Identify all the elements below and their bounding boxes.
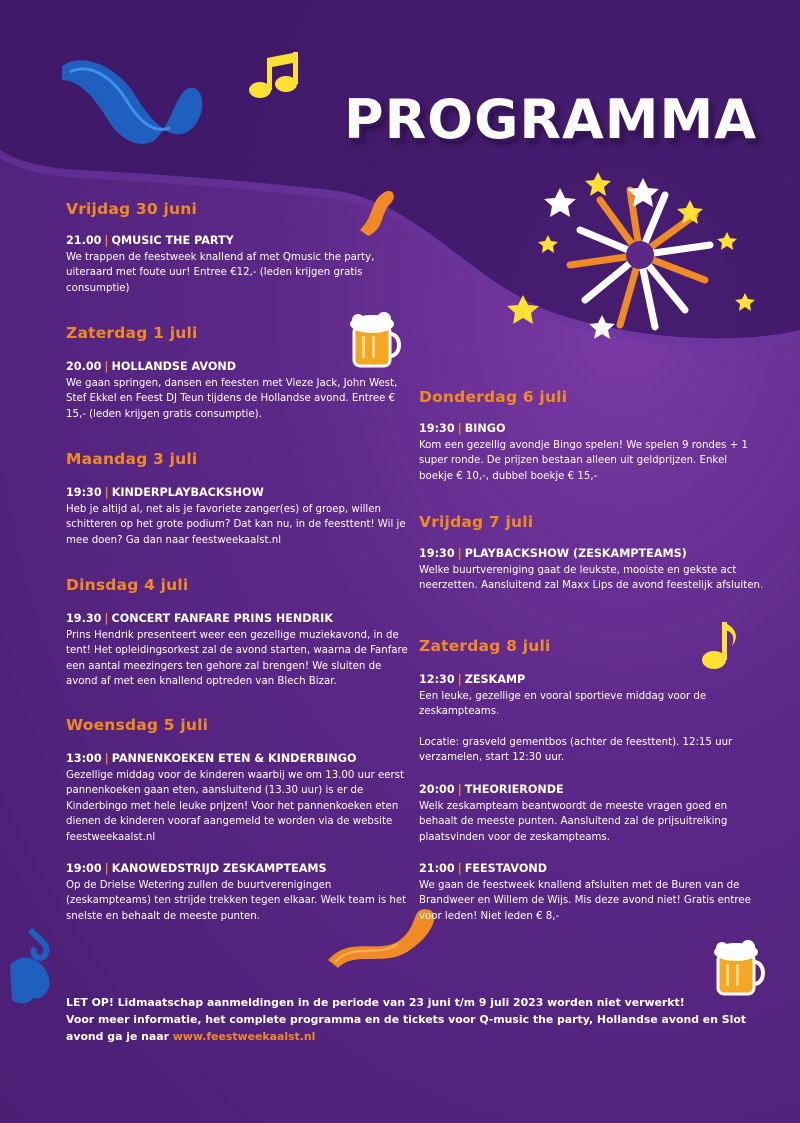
event-playbackshow: 19:30 | PLAYBACKSHOW (ZESKAMPTEAMS) Welke buurtvereniging gaat de leukste, mooiste en gekste act neerzetten. Aansluitend zal Maxx Lips de avond feestelijk afsluiten. (419, 546, 764, 594)
event-bingo: 19:30 | BINGO Kom een gezellig avondje Bingo spelen! We spelen 9 rondes + 1 super ronde. De prijzen bestaan alleen uit geldprijzen. Enkel boekje € 10,-, dubbel boekje € 15,- (419, 421, 764, 484)
event-description: Gezellige middag voor de kinderen waarbij we om 13.00 uur eerst pannenkoeken gaan eten, aansluitend (13.30 uur) is er de Kinderbingo met hele leuke prijzen! Voor het pannenkoeken eten dienen de kinderen vooraf aangemeld te worden via de website feestweekaalst.nl (66, 769, 404, 843)
day-heading-donderdag-6: Donderdag 6 juli (419, 388, 568, 406)
event-concert-fanfare: 19.30 | CONCERT FANFARE PRINS HENDRIK Prins Hendrik presenteert weer een gezellige muziekavond, in de tent! Het opleidingsorkest zal de avond starten, waarna de Fanfare een aantal meezingers ten gehore zal brengen! We sluiten de avond af met een knallend optreden van Blech Bizar. (66, 611, 411, 690)
event-name: PLAYBACKSHOW (ZESKAMPTEAMS) (464, 547, 687, 560)
event-time: 21.00 (66, 234, 102, 247)
day-heading-dinsdag-4: Dinsdag 4 juli (66, 576, 189, 594)
event-name: QMUSIC THE PARTY (111, 234, 234, 247)
footer-info (66, 1011, 756, 1045)
event-description: Een leuke, gezellige en vooral sportieve middag voor de zeskampteams. (419, 690, 707, 718)
footer-info-text: Voor meer informatie, het complete programma en de tickets voor Q-music the party, Hollandse avond en Slot avond ga je naar (66, 1013, 747, 1043)
event-name: CONCERT FANFARE PRINS HENDRIK (111, 612, 333, 625)
event-name: HOLLANDSE AVOND (111, 360, 237, 373)
event-time: 19:30 (66, 486, 102, 499)
event-time: 19.30 (66, 612, 102, 625)
day-heading-vrijdag-30: Vrijdag 30 juni (66, 200, 197, 218)
event-feestavond: 21:00 | FEESTAVOND We gaan de feestweek knallend afsluiten met de Buren van de Brandweer en Willem de Wijs. Mis deze avond niet! Gratis entree voor leden! Niet leden € 8,- (419, 861, 764, 924)
event-time: 13:00 (66, 752, 102, 765)
website-link[interactable]: www.feestweekaalst.nl (172, 1030, 316, 1043)
event-description: Prins Hendrik presenteert weer een gezellige muziekavond, in de tent! Het opleidingsorkest zal de avond starten, waarna de Fanfare een aantal meezingers ten gehore zal brengen! We sluiten de avond af met een knallend optreden van Blech Bizar. (66, 629, 408, 688)
event-time: 19:30 (419, 547, 455, 560)
event-description: Welke buurtvereniging gaat de leukste, mooiste en gekste act neerzetten. Aansluitend zal Maxx Lips de avond feestelijk afsluiten. (419, 564, 764, 592)
event-time: 20:00 (419, 783, 455, 796)
event-description: Kom een gezellig avondje Bingo spelen! We spelen 9 rondes + 1 super ronde. De prijzen bestaan alleen uit geldprijzen. Enkel boekje € 10,-, dubbel boekje € 15,- (419, 439, 748, 482)
event-description: We gaan springen, dansen en feesten met Vieze Jack, John West, Stef Ekkel en Feest DJ Teun tijdens de Hollandse avond. Entree € 15,- (leden krijgen gratis consumptie). (66, 377, 398, 420)
event-time: 20.00 (66, 360, 102, 373)
event-description: Heb je altijd al, net als je favoriete zanger(es) of groep, willen schitteren op het grote podium? Dat kan nu, in de feesttent! Wil je mee doen? Ga dan naar feestweekaalst.nl (66, 503, 406, 546)
event-description: We trappen de feestweek knallend af met Qmusic the party, uiteraard met foute uur! Entree €12,- (leden krijgen gratis consumptie) (66, 251, 375, 294)
event-name: BINGO (464, 422, 506, 435)
event-name: KINDERPLAYBACKSHOW (111, 486, 264, 499)
event-time: 19:30 (419, 422, 455, 435)
event-location: Locatie: grasveld gementbos (achter de feesttent). 12:15 uur verzamelen, start 12:30 uur. (419, 736, 733, 764)
footer-notice (66, 994, 756, 1045)
day-heading-zaterdag-8: Zaterdag 8 juli (419, 637, 551, 655)
page-title: PROGRAMMA (344, 88, 758, 151)
event-time: 12:30 (419, 673, 455, 686)
day-heading-vrijdag-7: Vrijdag 7 juli (419, 513, 534, 531)
beer-mug-icon-1 (350, 312, 399, 366)
event-name: THEORIERONDE (464, 783, 564, 796)
event-qmusic: 21.00 | QMUSIC THE PARTY We trappen de feestweek knallend af met Qmusic the party, uiteraard met foute uur! Entree €12,- (leden krijgen gratis consumptie) (66, 233, 411, 296)
event-kinderplaybackshow: 19:30 | KINDERPLAYBACKSHOW Heb je altijd al, net als je favoriete zanger(es) of groep, willen schitteren op het grote podium? Dat kan nu, in de feesttent! Wil je mee doen? Ga dan naar feestweekaalst.nl (66, 485, 411, 548)
event-pannenkoeken: 13:00 | PANNENKOEKEN ETEN & KINDERBINGO Gezellige middag voor de kinderen waarbij we om 13.00 uur eerst pannenkoeken gaan eten, aansluitend (13.30 uur) is er de Kinderbingo met hele leuke prijzen! Voor het pannenkoeken eten dienen de kinderen vooraf aangemeld te worden via de website feestweekaalst.nl (66, 751, 411, 846)
event-name: FEESTAVOND (464, 862, 547, 875)
blue-ribbon-bottom (10, 958, 49, 1004)
event-name: ZESKAMP (464, 673, 526, 686)
day-heading-woensdag-5: Woensdag 5 juli (66, 716, 209, 734)
footer-warning: LET OP! Lidmaatschap aanmeldingen in de periode van 23 juni t/m 9 juli 2023 worden niet verwerkt! (66, 996, 685, 1009)
event-time: 21:00 (419, 862, 455, 875)
event-hollandse-avond: 20.00 | HOLLANDSE AVOND We gaan springen, dansen en feesten met Vieze Jack, John West, Stef Ekkel en Feest DJ Teun tijdens de Hollandse avond. Entree € 15,- (leden krijgen gratis consumptie). (66, 359, 411, 422)
day-heading-maandag-3: Maandag 3 juli (66, 450, 198, 468)
beer-mug-icon-2 (714, 940, 763, 994)
event-name: PANNENKOEKEN ETEN & KINDERBINGO (111, 752, 357, 765)
event-theorieronde: 20:00 | THEORIERONDE Welk zeskampteam beantwoordt de meeste vragen goed en behaalt de meeste punten. Aansluitend zal de prijsuitreiking plaatsvinden voor de zeskampteams. (419, 782, 764, 845)
event-description: We gaan de feestweek knallend afsluiten met de Buren van de Brandweer en Willem de Wijs. Mis deze avond niet! Gratis entree voor leden! Niet leden € 8,- (419, 879, 751, 922)
event-kanowedstrijd: 19:00 | KANOWEDSTRIJD ZESKAMPTEAMS Op de Drielse Wetering zullen de buurtverenigingen (zeskampteams) ten strijde trekken tegen elkaar. Welk team is het snelste en behaalt de meeste punten. (66, 861, 411, 924)
event-name: KANOWEDSTRIJD ZESKAMPTEAMS (111, 862, 327, 875)
event-description: Welk zeskampteam beantwoordt de meeste vragen goed en behaalt de meeste punten. Aansluitend zal de prijsuitreiking plaatsvinden voor de zeskampteams. (419, 800, 728, 843)
event-description: Op de Drielse Wetering zullen de buurtverenigingen (zeskampteams) ten strijde trekken tegen elkaar. Welk team is het snelste en behaalt de meeste punten. (66, 879, 407, 922)
music-note-icon-right (702, 622, 736, 669)
event-zeskamp: 12:30 | ZESKAMP Een leuke, gezellige en vooral sportieve middag voor de zeskampteams. Locatie: grasveld gementbos (achter de feesttent). 12:15 uur verzamelen, start 12:30 uur. (419, 672, 764, 766)
day-heading-zaterdag-1: Zaterdag 1 juli (66, 324, 198, 342)
event-time: 19:00 (66, 862, 102, 875)
